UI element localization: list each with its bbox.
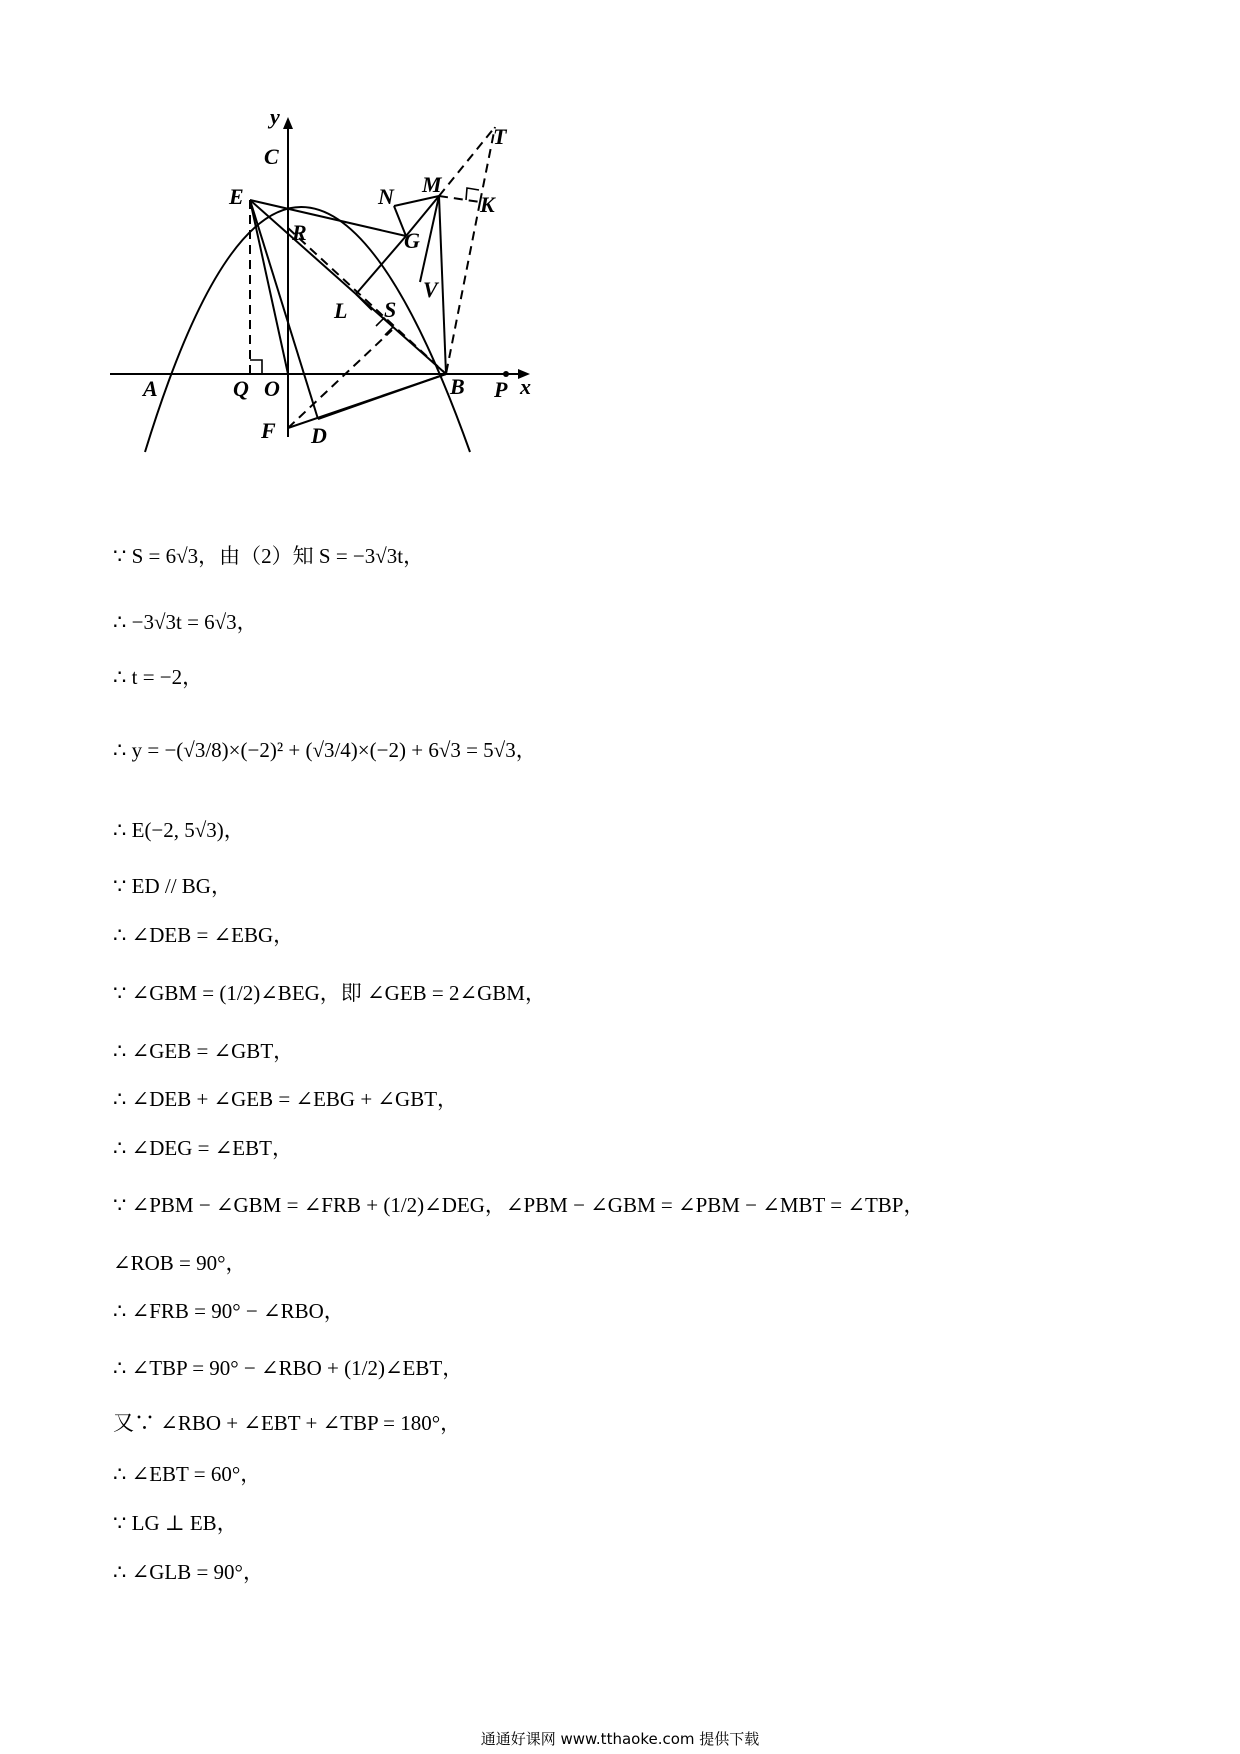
label-c: C (264, 144, 279, 169)
solution-line: ∴ ∠FRB = 90° − ∠RBO， (113, 1299, 345, 1323)
label-p: P (494, 377, 508, 402)
label-r: R (292, 220, 307, 245)
solution-line: ∵ ∠GBM = (1/2)∠BEG，即 ∠GEB = 2∠GBM， (113, 981, 546, 1005)
label-e: E (229, 184, 244, 209)
label-o: O (264, 376, 280, 401)
y-axis-arrow (283, 117, 293, 129)
solution-line: ∴ ∠DEB = ∠EBG， (113, 923, 295, 947)
solution-line: ∴ E(−2, 5√3)， (113, 818, 245, 842)
solution-line: ∵ S = 6√3，由（2）知 S = −3√3t， (113, 544, 425, 568)
solution-line: ∴ ∠GLB = 90°， (113, 1560, 264, 1584)
solution-line: ∵ ∠PBM − ∠GBM = ∠FRB + (1/2)∠DEG，∠PBM − ∠GBM = ∠PBM − ∠MBT = ∠TBP， (113, 1193, 925, 1217)
solution-line: ∵ ED // BG， (113, 874, 232, 898)
solution-line: ∴ y = −(√3/8)×(−2)² + (√3/4)×(−2) + 6√3 = 5√3， (113, 738, 537, 762)
solution-line: ∴ ∠DEB + ∠GEB = ∠EBG + ∠GBT， (113, 1087, 459, 1111)
solution-line: ∴ ∠EBT = 60°， (113, 1462, 262, 1486)
label-y: y (270, 112, 280, 129)
label-a: A (143, 376, 158, 401)
parabola (145, 207, 470, 452)
label-f: F (261, 418, 276, 443)
label-s: S (384, 297, 397, 322)
label-l: L (334, 298, 348, 323)
label-t: T (493, 124, 507, 149)
label-b: B (450, 374, 465, 399)
label-n: N (378, 184, 394, 209)
label-m: M (422, 172, 442, 197)
footer-text: 通通好课网 www.tthaoke.com 提供下载 (480, 1730, 760, 1748)
label-x: x (520, 374, 531, 399)
label-v: V (423, 277, 438, 302)
label-q: Q (233, 376, 249, 401)
geometry-figure (110, 112, 630, 517)
label-g: G (404, 228, 420, 253)
label-k: K (480, 192, 495, 217)
solution-line: 又∵ ∠RBO + ∠EBT + ∠TBP = 180°， (113, 1411, 462, 1435)
label-d: D (311, 423, 327, 448)
solution-line: ∴ ∠DEG = ∠EBT， (113, 1136, 293, 1160)
solution-line: ∴ t = −2， (113, 665, 204, 689)
solution-line: ∴ ∠TBP = 90° − ∠RBO + (1/2)∠EBT， (113, 1356, 464, 1380)
solution-line: ∠ROB = 90°， (113, 1251, 247, 1275)
solution-line: ∴ −3√3t = 6√3， (113, 610, 258, 634)
solution-line: ∵ LG ⊥ EB， (113, 1511, 238, 1535)
solution-line: ∴ ∠GEB = ∠GBT， (113, 1039, 295, 1063)
